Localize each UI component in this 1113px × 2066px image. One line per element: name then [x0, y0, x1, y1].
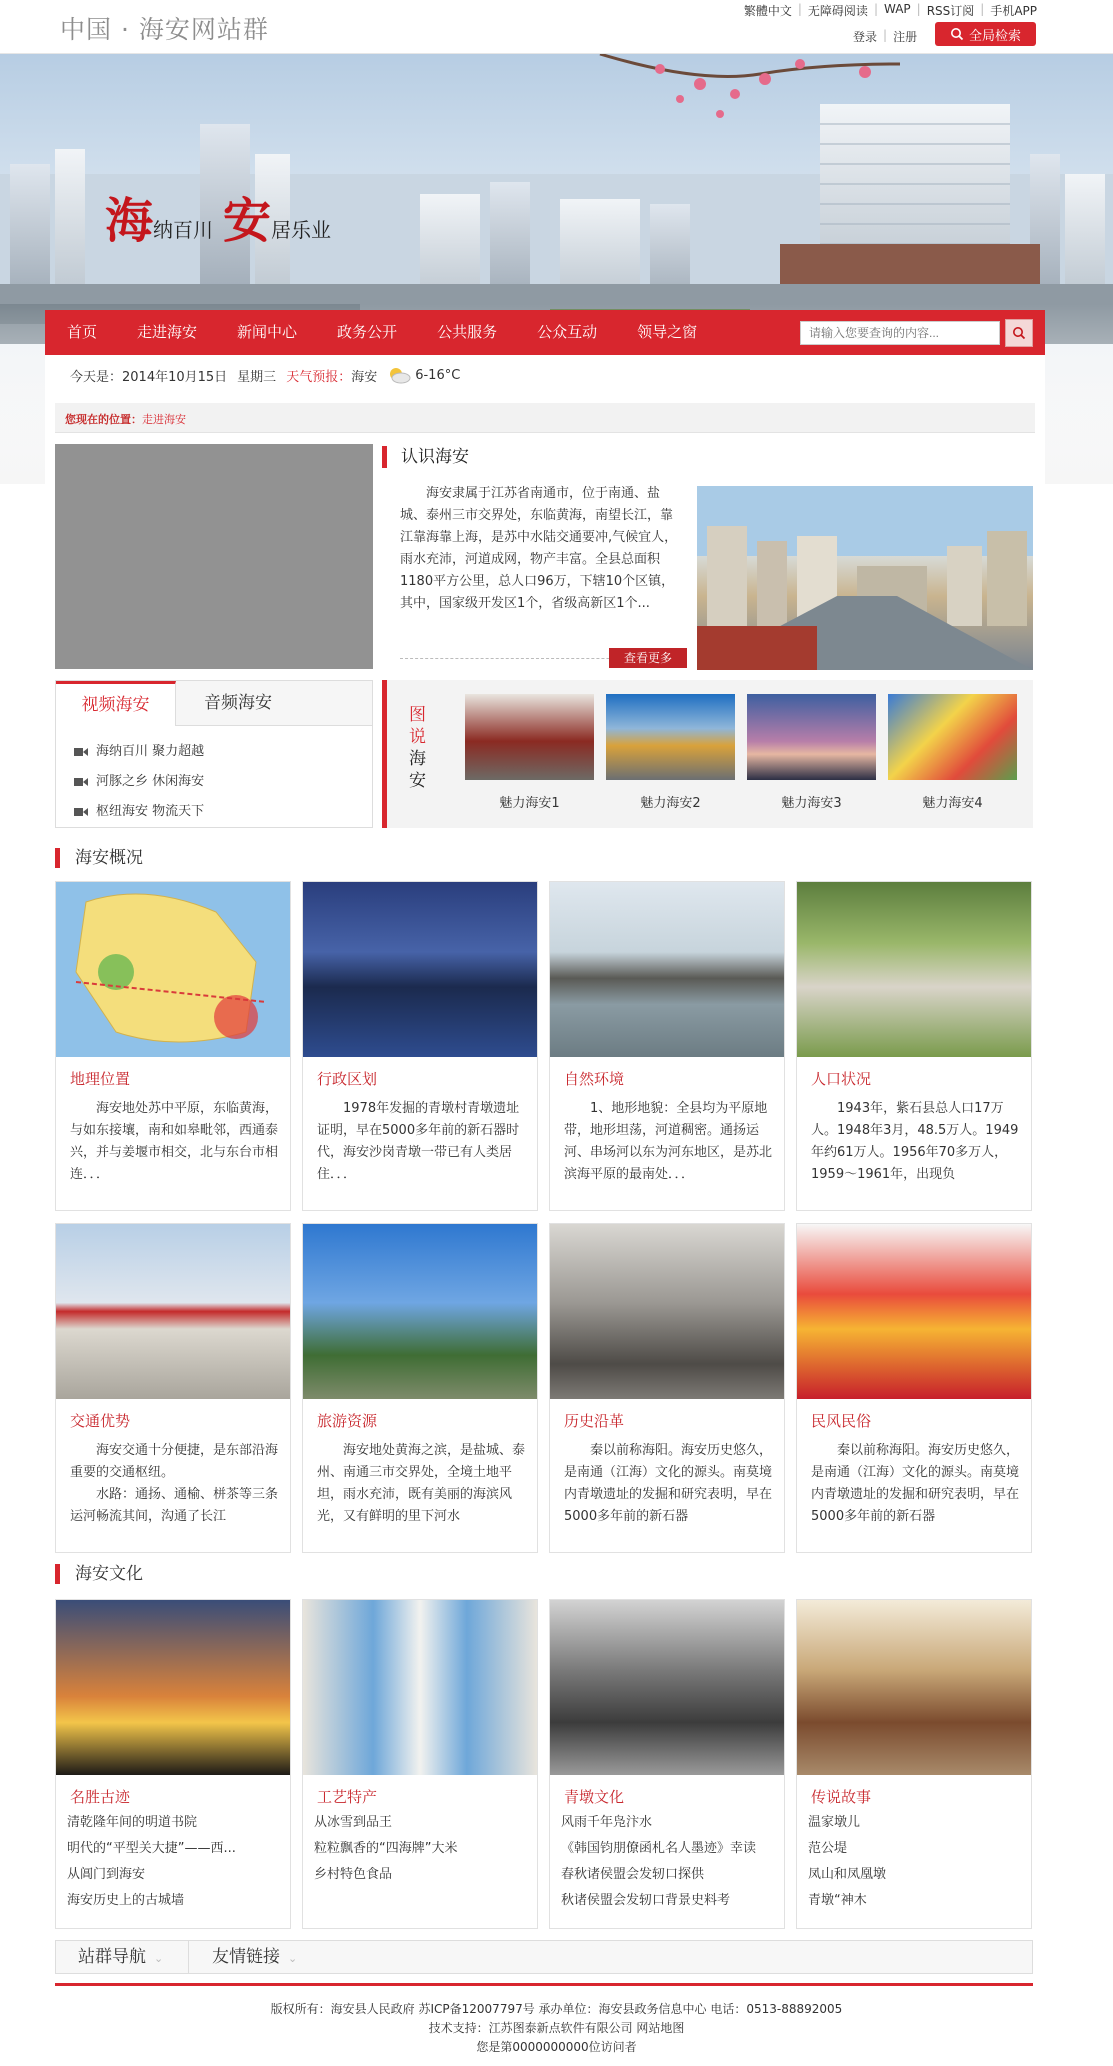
list-item[interactable]: 温家墩儿 — [808, 1815, 861, 1830]
list-item[interactable]: 《韩国钧朋僚函札名人墨迹》幸读 — [561, 1841, 757, 1856]
list-item[interactable]: 海安历史上的古城墙 — [67, 1893, 185, 1908]
search-icon — [1012, 326, 1026, 340]
overview-title: 海安概况 — [55, 848, 143, 868]
card-title[interactable]: 历史沿革 — [564, 1412, 625, 1430]
list-item[interactable] — [74, 767, 204, 797]
card-title[interactable]: 名胜古迹 — [70, 1788, 131, 1806]
dragon-dance-image — [797, 1224, 1031, 1399]
gallery-caption-2[interactable]: 魅力海安2 — [640, 796, 701, 811]
user-links: 登录 | 注册 — [853, 28, 918, 44]
weekday: 星期三 — [237, 369, 277, 385]
card-list — [808, 1810, 1028, 1914]
friend-links-dropdown[interactable] — [190, 1941, 320, 1973]
card-text-p2: 水路：通扬、通榆、栟茶等三条运河畅流其间，沟通了长江 — [70, 1487, 279, 1524]
card-list — [67, 1810, 287, 1914]
list-item[interactable]: 明代的“平型关大捷”——西... — [67, 1841, 236, 1856]
list-item[interactable]: 清乾隆年间的明道书院 — [67, 1815, 198, 1830]
card-crafts[interactable] — [302, 1599, 538, 1929]
list-item[interactable]: 春秋诸侯盟会发轫口探供 — [561, 1867, 705, 1882]
slogan-char-hai: 海 — [105, 193, 154, 249]
tab-video[interactable]: 视频海安 — [56, 681, 176, 726]
list-item[interactable]: 范公堤 — [808, 1841, 848, 1856]
city-photo — [697, 486, 1033, 670]
slogan-text-1: 纳百川 — [153, 218, 214, 242]
card-qingdun-culture[interactable] — [549, 1599, 785, 1929]
intro-text: 海安隶属于江苏省南通市，位于南通、盐城、泰州三市交界处，东临黄海，南望长江，靠江靠海靠上海，是苏中水陆交通要冲,气候宜人，雨水充沛，河道成网，物产丰富。全县总面积1180平方公里，总人口96万，下辖10个区镇，其中，国家级开发区1个，省级高新区1个... — [400, 486, 678, 611]
global-search-label: 全局检索 — [968, 28, 1021, 44]
site-nav-label: 站群导航 — [78, 1947, 146, 1967]
list-item[interactable]: 青墩“神木 — [808, 1893, 867, 1908]
intro-title: 认识海安 — [382, 446, 469, 468]
gallery-caption-1[interactable]: 魅力海安1 — [499, 796, 560, 811]
card-text: 1943年，紫石县总人口17万人。1948年3月，48.5万人。1949年约61万人。1956年70多万人，1959～1961年，出现负 — [811, 1101, 1019, 1182]
list-item[interactable]: 从冰雪到品王 — [314, 1815, 393, 1830]
list-item[interactable] — [74, 797, 204, 827]
list-item[interactable]: 粒粒飘香的“四海牌”大米 — [314, 1841, 458, 1856]
gallery-title-char: 海 — [409, 749, 426, 769]
video-item-label: 河豚之乡 休闲海安 — [96, 774, 205, 789]
monument-image — [303, 1224, 537, 1399]
weather-label: 天气预报： — [286, 369, 352, 385]
chevron-down-icon: ⌄ — [288, 1952, 298, 1965]
media-tabs — [55, 680, 373, 828]
top-links: 繁體中文 | 无障碍阅读 | WAP | RSS订阅 | 手机APP — [743, 2, 1037, 18]
breadcrumb — [55, 403, 1035, 433]
card-administrative[interactable] — [302, 881, 538, 1211]
nav-gov-affairs[interactable]: 政务公开 — [337, 323, 398, 341]
bottom-nav — [55, 1940, 1033, 1974]
liquor-box-image — [303, 1600, 537, 1775]
card-population[interactable] — [796, 881, 1032, 1211]
nav-leaders[interactable]: 领导之窗 — [637, 323, 698, 341]
gallery-title — [409, 704, 429, 792]
card-transport[interactable] — [55, 1223, 291, 1553]
link-mobile-app[interactable]: 手机APP — [990, 4, 1037, 18]
gallery-caption-4[interactable]: 魅力海安4 — [922, 796, 983, 811]
card-text: 秦以前称海阳。海安历史悠久，是南通（江海）文化的源头。南莫境内青墩遗址的发掘和研究表明，早在5000多年前的新石器 — [811, 1443, 1020, 1524]
weather-temp: 6-16°C — [415, 367, 461, 383]
nav-search-input[interactable] — [800, 321, 1000, 345]
video-icon — [74, 777, 88, 787]
banner-slogan — [105, 182, 331, 251]
link-rss[interactable]: RSS订阅 — [926, 4, 975, 18]
card-title[interactable]: 工艺特产 — [317, 1788, 378, 1806]
list-item[interactable] — [74, 737, 204, 767]
nav-home[interactable]: 首页 — [67, 323, 98, 341]
card-legends[interactable] — [796, 1599, 1032, 1929]
slogan-text-2: 居乐业 — [271, 218, 332, 242]
gallery-title-char: 说 — [409, 727, 426, 747]
sculpture-image — [550, 1224, 784, 1399]
video-item-label: 海纳百川 聚力超越 — [96, 744, 205, 759]
historical-photo-image — [550, 1600, 784, 1775]
gallery-thumb-2[interactable] — [606, 694, 735, 780]
link-traditional-chinese[interactable]: 繁體中文 — [743, 4, 792, 18]
footer-copyright: 版权所有：海安县人民政府 苏ICP备12007797号 承办单位：海安县政务信息中心 电话：0513-88892005 — [270, 2002, 843, 2016]
gallery-title-char: 安 — [409, 771, 426, 791]
footer-divider — [55, 1983, 1033, 1986]
register-link[interactable]: 注册 — [893, 30, 918, 44]
video-item-label: 枢纽海安 物流天下 — [96, 804, 205, 819]
intro-city-image[interactable] — [697, 486, 1033, 670]
tab-audio[interactable]: 音频海安 — [176, 681, 372, 726]
cloudy-icon — [387, 366, 411, 384]
card-scenic-spots[interactable] — [55, 1599, 291, 1929]
video-list — [74, 737, 204, 827]
video-icon — [74, 807, 88, 817]
night-river-image — [303, 882, 537, 1057]
gallery-caption-3[interactable]: 魅力海安3 — [781, 796, 842, 811]
family-image — [797, 882, 1031, 1057]
card-text: 海安地处黄海之滨，是盐城、泰州、南通三市交界处，全境土地平坦，雨水充沛，既有美丽的海滨风光，又有鲜明的里下河水 — [317, 1443, 526, 1524]
link-wap[interactable]: WAP — [883, 2, 911, 16]
list-item[interactable]: 从阊门到海安 — [67, 1867, 146, 1882]
breadcrumb-link[interactable]: 走进海安 — [142, 413, 186, 426]
card-title[interactable]: 民风民俗 — [811, 1412, 872, 1430]
footer-visitor-count: 您是第0000000000位访问者 — [476, 2040, 637, 2054]
list-item[interactable]: 秋诸侯盟会发轫口背景史料考 — [561, 1893, 731, 1908]
footer-tech-support: 技术支持：江苏图泰新点软件有限公司 网站地图 — [428, 2021, 685, 2035]
card-folk-customs[interactable] — [796, 1223, 1032, 1553]
card-text: 秦以前称海阳。海安历史悠久，是南通（江海）文化的源头。南莫境内青墩遗址的发掘和研究表明，早在5000多年前的新石器 — [564, 1443, 773, 1524]
breadcrumb-label: 您现在的位置： — [65, 413, 142, 426]
card-title[interactable]: 自然环境 — [564, 1070, 625, 1088]
video-icon — [74, 747, 88, 757]
slogan-char-an: 安 — [223, 193, 272, 249]
footer — [0, 2000, 1113, 2057]
card-title[interactable]: 交通优势 — [70, 1412, 131, 1430]
card-geography[interactable] — [55, 881, 291, 1211]
chevron-down-icon: ⌄ — [154, 1952, 164, 1965]
gallery-thumb-3[interactable] — [747, 694, 876, 780]
card-title[interactable]: 行政区划 — [317, 1070, 378, 1088]
date-weather-bar — [45, 355, 1045, 395]
list-item[interactable]: 风雨千年凫汴水 — [561, 1815, 653, 1830]
pavilion-image — [797, 1600, 1031, 1775]
photo-gallery — [382, 680, 1033, 828]
culture-title: 海安文化 — [55, 1564, 143, 1584]
sunset-ferris-image — [56, 1600, 290, 1775]
search-icon — [950, 27, 964, 41]
gallery-title-char: 图 — [409, 705, 426, 725]
card-title[interactable]: 旅游资源 — [317, 1412, 378, 1430]
weather-city: 海安 — [351, 369, 378, 385]
card-title[interactable]: 人口状况 — [811, 1070, 872, 1088]
nav-search-button[interactable] — [1005, 319, 1033, 347]
gallery-thumb-1[interactable] — [465, 694, 594, 780]
card-title[interactable]: 传说故事 — [811, 1788, 872, 1806]
card-history[interactable] — [549, 1223, 785, 1553]
list-item[interactable]: 凤山和凤凰墩 — [808, 1867, 887, 1882]
login-link[interactable]: 登录 — [853, 30, 878, 44]
gallery-thumb-4[interactable] — [888, 694, 1017, 780]
card-list — [561, 1810, 781, 1914]
card-text — [70, 1440, 282, 1540]
card-text: 海安地处苏中平原，东临黄海，与如东接壤，南和如皋毗邻，西通泰兴，并与姜堰市相交，北与东台市相连．．． — [70, 1101, 279, 1182]
nav-about[interactable]: 走进海安 — [137, 323, 198, 341]
lake-pavilion-image — [550, 882, 784, 1057]
today-date: 今天是：2014年10月15日 — [70, 369, 228, 385]
card-list — [314, 1810, 534, 1888]
nav-news[interactable]: 新闻中心 — [237, 323, 298, 341]
card-text-p1: 海安交通十分便捷，是东部沿海重要的交通枢纽。 — [70, 1443, 279, 1480]
top-bar — [0, 0, 1113, 54]
card-title[interactable]: 青墩文化 — [564, 1788, 625, 1806]
card-text: 1、地形地貌：全县均为平原地带，地形坦荡，河道稠密。通扬运河、串场河以东为河东地区，是苏北滨海平原的最南处．．． — [564, 1101, 773, 1182]
card-tourism[interactable] — [302, 1223, 538, 1553]
nav-interaction[interactable]: 公众互动 — [537, 323, 598, 341]
friend-links-label: 友情链接 — [212, 1947, 280, 1967]
card-text: 1978年发掘的青墩村青墩遗址证明，早在5000多年前的新石器时代，海安沙岗青墩一带已有人类居住．．． — [317, 1101, 520, 1182]
nav-public-service[interactable]: 公共服务 — [437, 323, 498, 341]
geography-map-image — [56, 882, 290, 1057]
toll-station-image — [56, 1224, 290, 1399]
card-title[interactable]: 地理位置 — [70, 1070, 131, 1088]
card-nature[interactable] — [549, 881, 785, 1211]
link-accessibility[interactable]: 无障碍阅读 — [807, 4, 868, 18]
video-player[interactable] — [55, 444, 373, 669]
list-item[interactable]: 乡村特色食品 — [314, 1867, 393, 1882]
view-more-button[interactable]: 查看更多 — [609, 648, 687, 668]
site-nav-dropdown[interactable] — [56, 1941, 189, 1973]
global-search-button[interactable] — [935, 22, 1036, 46]
site-logo[interactable]: 中国 · 海安网站群 — [60, 15, 269, 44]
